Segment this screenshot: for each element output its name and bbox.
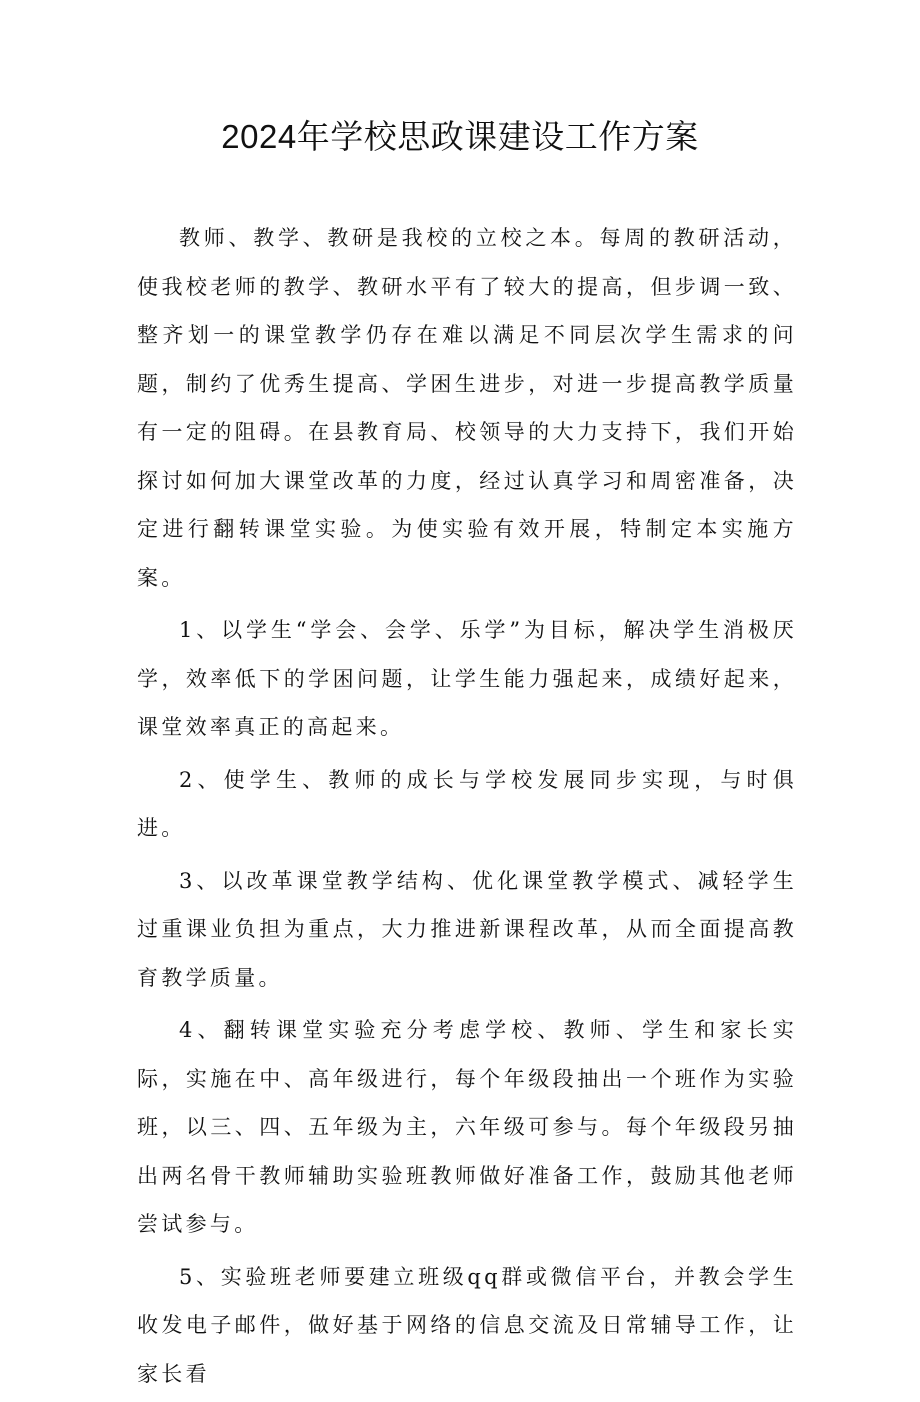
paragraph-intro: 教师、教学、教研是我校的立校之本。每周的教研活动，使我校老师的教学、教研水平有了较大的提高，但步调一致、整齐划一的课堂教学仍存在难以满足不同层次学生需求的问题，制约了优秀生提高、学困生进步，对进一步提高教学质量有一定的阻碍。在县教育局、校领导的大力支持下，我们开始探讨如何加大课堂改革的力度，经过认真学习和周密准备，决定进行翻转课堂实验。为使实验有效开展，特制定本实施方案。 (137, 226, 797, 590)
paragraph-item-1: 1、以学生“学会、会学、乐学”为目标，解决学生消极厌学，效率低下的学困问题，让学生能力强起来，成绩好起来，课堂效率真正的高起来。 (137, 618, 797, 739)
paragraph-item-3: 3、以改革课堂教学结构、优化课堂教学模式、减轻学生过重课业负担为重点，大力推进新课程改革，从而全面提高教育教学质量。 (137, 868, 797, 990)
paragraph-item-5: 5、实验班老师要建立班级qq群或微信平台，并教会学生收发电子邮件，做好基于网络的信息交流及日常辅导工作，让家长看 (137, 1264, 797, 1386)
document-body (137, 214, 797, 1402)
paragraph-item-4: 4、翻转课堂实验充分考虑学校、教师、学生和家长实际，实施在中、高年级进行，每个年级段抽出一个班作为实验班，以三、四、五年级为主，六年级可参与。每个年级段另抽出两名骨干教师辅助实验班教师做好准备工作，鼓励其他老师尝试参与。 (137, 1018, 797, 1236)
paragraph-item-2: 2、使学生、教师的成长与学校发展同步实现，与时俱进。 (137, 767, 797, 840)
document-title: 2024年学校思政课建设工作方案 (221, 118, 699, 155)
